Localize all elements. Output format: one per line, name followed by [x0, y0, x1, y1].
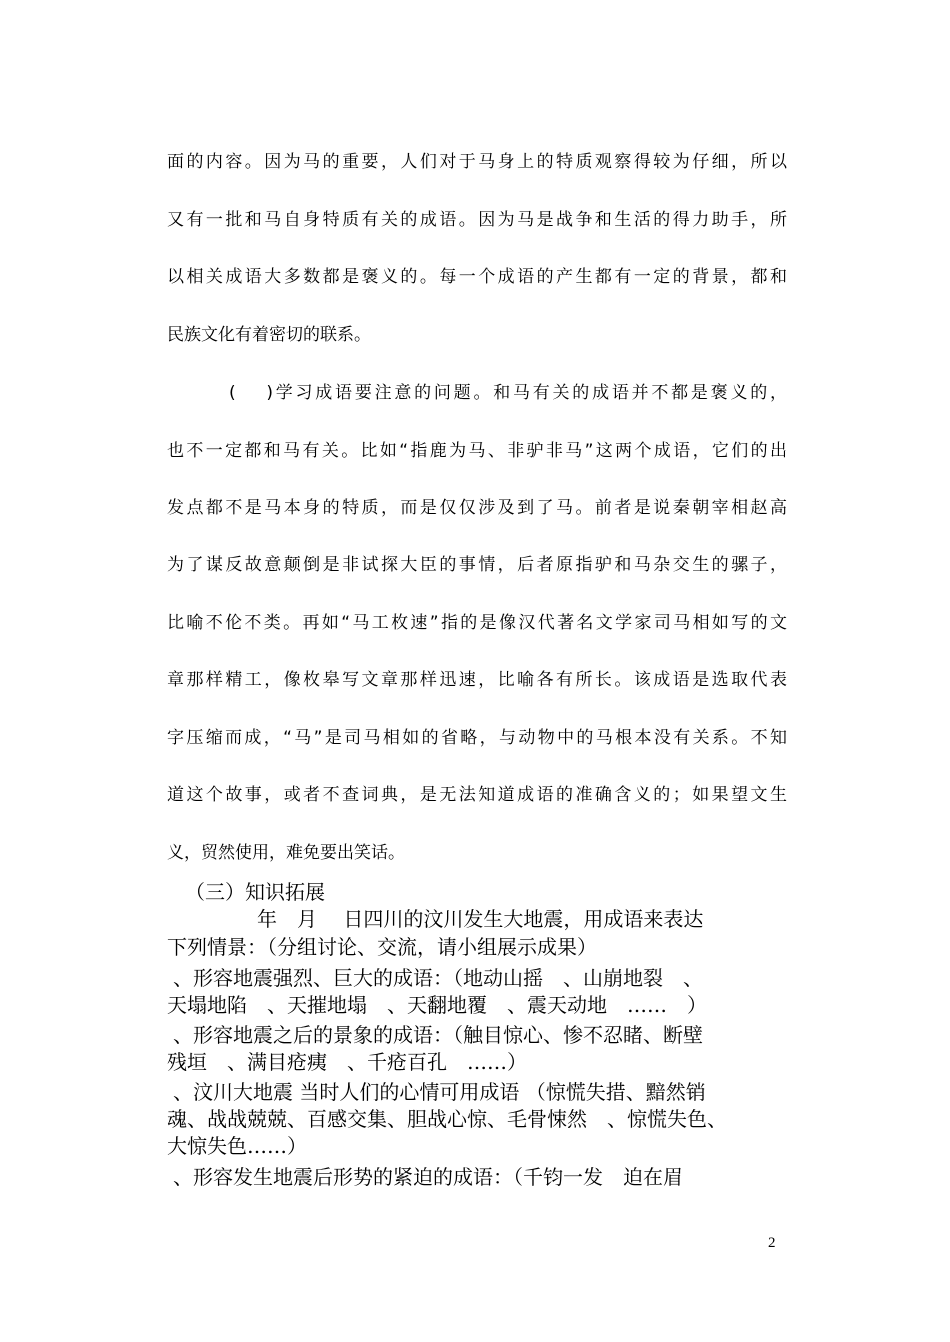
text-line: 又有一批和马自身特质有关的成语。因为马是战争和生活的得力助手，所 — [167, 210, 787, 230]
list-item: 、形容发生地震后形势的紧迫的成语：（千钧一发 迫在眉 — [173, 1165, 683, 1189]
list-item: 、形容地震之后的景象的成语：（触目惊心、惨不忍睹、断壁 — [173, 1023, 703, 1047]
text-line: 义，贸然使用，难免要出笑话。 — [167, 843, 405, 863]
page-number: 2 — [768, 1235, 776, 1251]
text-line: 为了谋反故意颠倒是非试探大臣的事情，后者原指驴和马杂交生的骡子， — [167, 555, 787, 575]
text-line: 也不一定都和马有关。比如“指鹿为马、非驴非马”这两个成语，它们的出 — [167, 441, 787, 461]
text-line: 魂、战战兢兢、百感交集、胆战心惊、毛骨悚然 、惊慌失色、 — [167, 1107, 727, 1131]
text-line: 面的内容。因为马的重要，人们对于马身上的特质观察得较为仔细，所以 — [167, 152, 787, 172]
text-line: 比喻不伦不类。再如“马工枚速”指的是像汉代著名文学家司马相如写的文 — [167, 613, 787, 633]
text-line: 年 月 日四川的汶川发生大地震，用成语来表达 — [257, 907, 704, 931]
text-line: 发点都不是马本身的特质，而是仅仅涉及到了马。前者是说秦朝宰相赵高 — [167, 498, 787, 518]
text-line: 道这个故事，或者不查词典，是无法知道成语的准确含义的；如果望文生 — [167, 785, 787, 805]
list-item: 、汶川大地震 当时人们的心情可用成语 （惊慌失措、黯然销 — [173, 1080, 706, 1104]
text-line: 大惊失色……） — [167, 1134, 307, 1158]
text-line: 以相关成语大多数都是褒义的。每一个成语的产生都有一定的背景，都和 — [167, 267, 787, 287]
text-line: 章那样精工，像枚皋写文章那样迅速，比喻各有所长。该成语是选取代表 — [167, 670, 787, 690]
text-line: 残垣 、满目疮痍 、千疮百孔 ……） — [167, 1050, 527, 1074]
text-line: 民族文化有着密切的联系。 — [167, 325, 371, 345]
text-line: 字压缩而成，“马”是司马相如的省略，与动物中的马根本没有关系。不知 — [167, 728, 787, 748]
text-line: 天塌地陷 、天摧地塌 、天翻地覆 、震天动地 …… ） — [167, 993, 707, 1017]
text-line: 下列情景：（分组讨论、交流，请小组展示成果） — [167, 935, 597, 959]
list-item: 、形容地震强烈、巨大的成语：（地动山摇 、山崩地裂 、 — [173, 966, 703, 990]
text-line: ( )学习成语要注意的问题。和马有关的成语并不都是褒义的， — [229, 383, 787, 403]
section-heading: （三）知识拓展 — [185, 880, 325, 904]
